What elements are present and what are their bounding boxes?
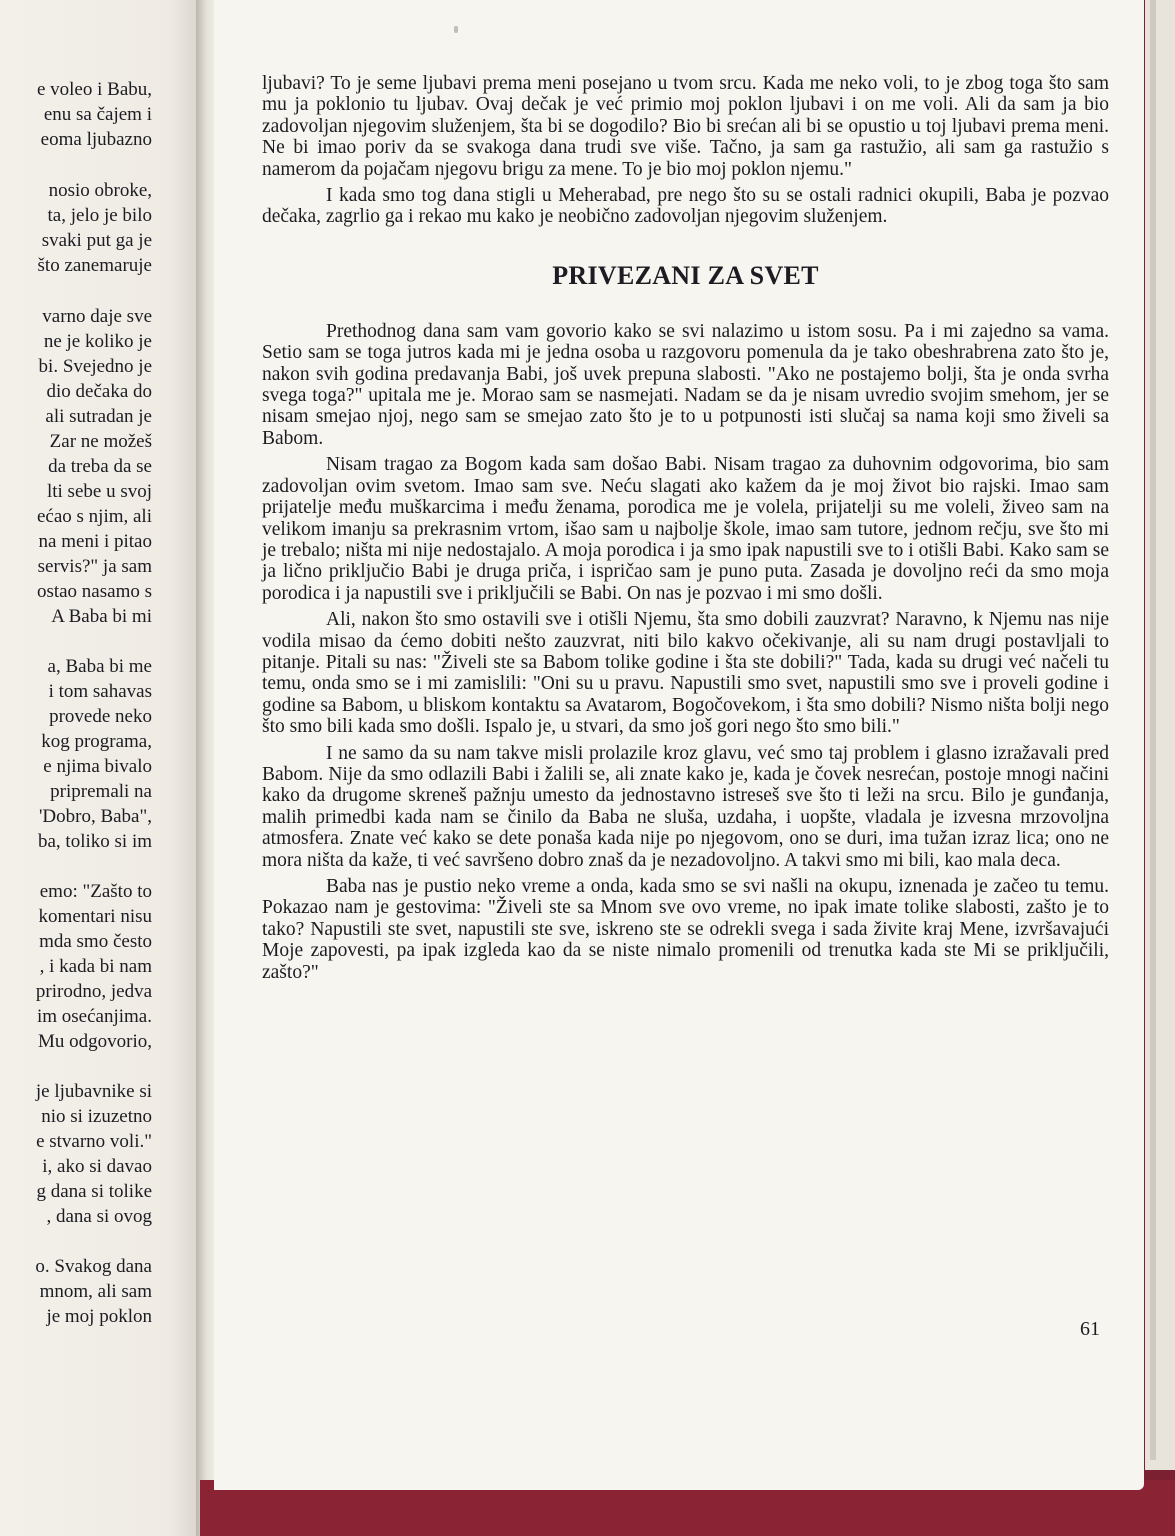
body-paragraph-4: I ne samo da su nam takve misli prolazile kroz glavu, već smo taj problem i glasno izražavali pred Babom. Nije da smo odlazili Babi i žalili se, ali znate kako je, kada je čovek nesrećan, postoje mnogi načini kako da drugome skreneš pažnju umesto da jednostavno istreseš sve što ti leži na srcu. Bilo je gunđanja, malih primedbi kada nam se činilo da Baba ne sluša, uzdaha, i uopšte, vladala je izvesna mrzovoljna atmosfera. Znate već kako se dete ponaša kada nije po njegovom, ono se duri, ima tužan izraz lica; ono ne mora ništa da kaže, ti već savršeno dobro znaš da je nezadovoljno. A takvi smo mi bili, kao mala deca. — [262, 742, 1109, 871]
previous-page-line: , dana si ovog — [46, 1206, 152, 1227]
previous-page-line: na meni i pitao — [38, 531, 152, 552]
previous-page-line: varno daje sve — [42, 306, 152, 327]
body-paragraph-2: Nisam tragao za Bogom kada sam došao Babi. Nisam tragao za duhovnim odgovorima, bio sam zadovoljan ovim svetom. Imao sam sve. Neću slagati ako kažem da je moj život bio rajski. Imao sam prijatelje među muškarcima i među ženama, porodica me je volela, prijatelji su me voleli, živeo sam na velikom imanju sa prekrasnim vrtom, išao sam u najbolje škole, imao sam tutore, jednom rečju, sve što mi je trebalo; ništa mi nije nedostajalo. A moja porodica i ja smo ipak napustili sve to i otišli Babi. Kako sam se ja lično priključio Babi je druga priča, i ispričao sam je puno puta. Zasada je dovoljno reći da smo moja porodica i ja napustili sve i priključili se Babi. On nas je pozvao i mi smo došli. — [262, 454, 1109, 604]
previous-page-line: i, ako si davao — [42, 1156, 152, 1177]
previous-page-line: nio si izuzetno — [41, 1106, 152, 1127]
previous-page-line: lti sebe u svoj — [46, 481, 152, 502]
section-heading: PRIVEZANI ZA SVET — [552, 260, 819, 290]
previous-page-line: a, Baba bi me — [47, 656, 152, 677]
previous-page-line: ne je koliko je — [43, 331, 152, 352]
previous-page-line: o. Svakog dana — [35, 1256, 152, 1277]
previous-page-line: ta, jelo je bilo — [47, 205, 152, 226]
previous-page-line: Mu odgovorio, — [38, 1031, 152, 1052]
article-body — [262, 73, 1109, 988]
previous-page-line: ećao s njim, ali — [36, 506, 152, 527]
previous-page-line: A Baba bi mi — [51, 606, 152, 627]
previous-page-line: nosio obroke, — [48, 180, 152, 201]
previous-page-line: Zar ne možeš — [49, 431, 152, 452]
previous-page-line: , i kada bi nam — [39, 956, 152, 977]
previous-page-line: eoma ljubazno — [40, 129, 152, 150]
previous-page-line: što zanemaruje — [37, 255, 152, 276]
previous-page-line: servis?" ja sam — [37, 556, 152, 577]
previous-page-line: komentari nisu — [38, 906, 152, 927]
page-number: 61 — [1080, 1318, 1100, 1340]
previous-page-line: pripremali na — [50, 781, 152, 802]
previous-page-line: provede neko — [49, 706, 152, 727]
previous-page-line: mda smo često — [39, 931, 152, 952]
previous-page-line: enu sa čajem i — [43, 104, 152, 125]
previous-page-line: 'Dobro, Baba", — [38, 806, 152, 827]
body-paragraph-3: Ali, nakon što smo ostavili sve i otišli Njemu, šta smo dobili zauzvrat? Naravno, k Njemu nas nije vodila misao da ćemo dobiti nešto zauzvrat, niti bilo kakvo očekivanje, ali su nam drugi postavljali to pitanje. Pitali su nas: "Živeli ste sa Babom tolike godine i šta ste dobili?" Tada, kada su drugi već načeli tu temu, onda smo se i mi zamislili: "Oni su u pravu. Napustili smo svet, napustili smo sve i proveli godine i godine sa Babom, u bliskom kontaktu sa Avatarom, Bogočovekom, i šta smo dobili? Nismo ništa bolji nego što smo bili kada smo došli. Ispalo je, u stvari, da smo još gori nego što smo bili." — [262, 609, 1109, 738]
previous-page-line: bi. Svejedno je — [38, 356, 152, 377]
previous-page-line: emo: "Zašto to — [39, 881, 152, 902]
previous-page-line: prirodno, jedva — [35, 981, 152, 1002]
previous-page-line: svaki put ga je — [41, 230, 152, 251]
previous-page-line: ali sutradan je — [45, 406, 152, 427]
intro-paragraph-2: I kada smo tog dana stigli u Meherabad, pre nego što su se ostali radnici okupili, Baba je pozvao dečaka, zagrlio ga i rekao mu kako je neobično zadovoljan njegovim služenjem. — [262, 185, 1109, 228]
intro-paragraph-1: ljubavi? To je seme ljubavi prema meni posejano u tvom srcu. Kada me neko voli, to je zbog toga što sam mu ja poklonio tu ljubav. Ovaj dečak je već primio moj poklon ljubavi i on me voli. Ali da sam ja bio zadovoljan njegovim služenjem, šta bi se dogodilo? Bio bi srećan ali bi se opustio u toj ljubavi prema meni. Ne bi imao poriv da se svakoga dana trudi sve više. Tačno, ja sam ga rastužio, ali sam ga rastužio s namerom da pojačam njegovu brigu za mene. To je bio moj poklon njemu." — [262, 73, 1109, 180]
previous-page-line: mnom, ali sam — [39, 1281, 152, 1302]
body-paragraph-1: Prethodnog dana sam vam govorio kako se svi nalazimo u istom sosu. Pa i mi zajedno sa vama. Setio sam se toga jutros kada mi je jedna osoba u razgovoru pomenula da je tako obeshrabrena zato što je, nakon svih godina predavanja Babi, još uvek prepuna slabosti. "Ako ne postajemo bolji, šta je onda svrha svega toga?" upitala me je. Morao sam se nasmejati. Nadam se da je nisam uvredio svojim smehom, jer se nisam smejao njoj, nego sam se smejao zato što je to u potpunosti isti slučaj sa nama koji smo živeli sa Babom. — [262, 320, 1109, 449]
previous-page-line: e njima bivalo — [43, 756, 152, 777]
previous-page-line: kog programa, — [41, 731, 152, 752]
previous-page-line: e stvarno voli." — [36, 1131, 152, 1152]
previous-page-line: e voleo i Babu, — [36, 79, 152, 100]
previous-page-line: ba, toliko si im — [38, 831, 152, 852]
body-paragraph-5: Baba nas je pustio neko vreme a onda, kada smo se svi našli na okupu, iznenada je začeo tu temu. Pokazao nam je gestovima: "Živeli ste sa Mnom sve ovo vreme, no ipak imate tolike slabosti, zašto je to tako? Napustili ste svet, napustili ste sve, iskreno ste se odrekli svega i sada živite kraj Mene, izvršavajući Moje zapovesti, pa ipak izgleda kao da se niste nimalo promenili od trenutka kada ste Mi se priključili, zašto?" — [262, 876, 1109, 983]
previous-page-line: i tom sahavas — [48, 681, 152, 702]
previous-page-line: da treba da se — [48, 456, 152, 477]
previous-page-line: je ljubavnike si — [35, 1081, 152, 1102]
print-mark — [454, 26, 458, 33]
previous-page-line: ostao nasamo s — [36, 581, 152, 602]
page-edge-shadow — [1150, 0, 1156, 1460]
previous-page-line: je moj poklon — [46, 1306, 152, 1327]
previous-page-line: dio dečaka do — [46, 381, 152, 402]
previous-page — [0, 0, 200, 1536]
previous-page-line: g dana si tolike — [36, 1181, 152, 1202]
previous-page-line: im osećanjima. — [36, 1006, 152, 1027]
